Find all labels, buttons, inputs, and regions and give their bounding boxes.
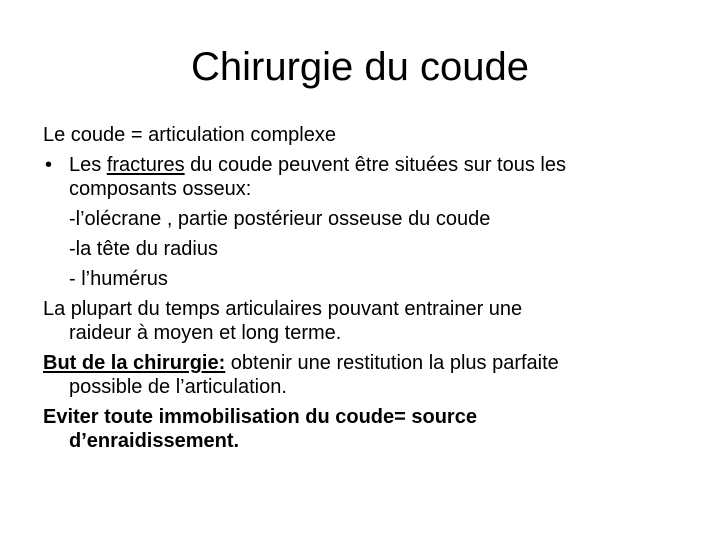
bullet-line-continued: composants osseux: xyxy=(69,178,252,200)
slide-body xyxy=(43,123,693,453)
bullet-text-end: du coude peuvent être situées sur tous les xyxy=(184,154,566,176)
sub-item-olecrane: -l’olécrane , partie postérieur osseuse du coude xyxy=(69,208,491,230)
bullet-marker: • xyxy=(45,154,53,176)
bullet-line xyxy=(69,153,566,177)
sub-item-radius: -la tête du radius xyxy=(69,238,218,260)
bullet-item xyxy=(43,153,693,201)
bullet-text xyxy=(69,153,566,201)
sub-item-humerus: - l’humérus xyxy=(69,268,168,290)
stiffness-line: La plupart du temps articulaires pouvant entrainer une xyxy=(43,298,523,320)
slide-title: Chirurgie du coude xyxy=(191,45,529,89)
bullet-text-start: Les xyxy=(69,154,107,176)
goal-line xyxy=(43,351,693,375)
avoid-line-continued: d’enraidissement. xyxy=(69,430,240,452)
stiffness-line-continued: raideur à moyen et long terme. xyxy=(69,322,342,344)
goal-line-continued: possible de l’articulation. xyxy=(69,376,287,398)
goal-text: obtenir une restitution la plus parfaite xyxy=(225,352,559,374)
avoid-line: Eviter toute immobilisation du coude= source xyxy=(43,406,477,428)
goal-label: But de la chirurgie: xyxy=(43,352,226,374)
fractures-term: fractures xyxy=(106,154,185,176)
intro-line: Le coude = articulation complexe xyxy=(43,124,336,146)
